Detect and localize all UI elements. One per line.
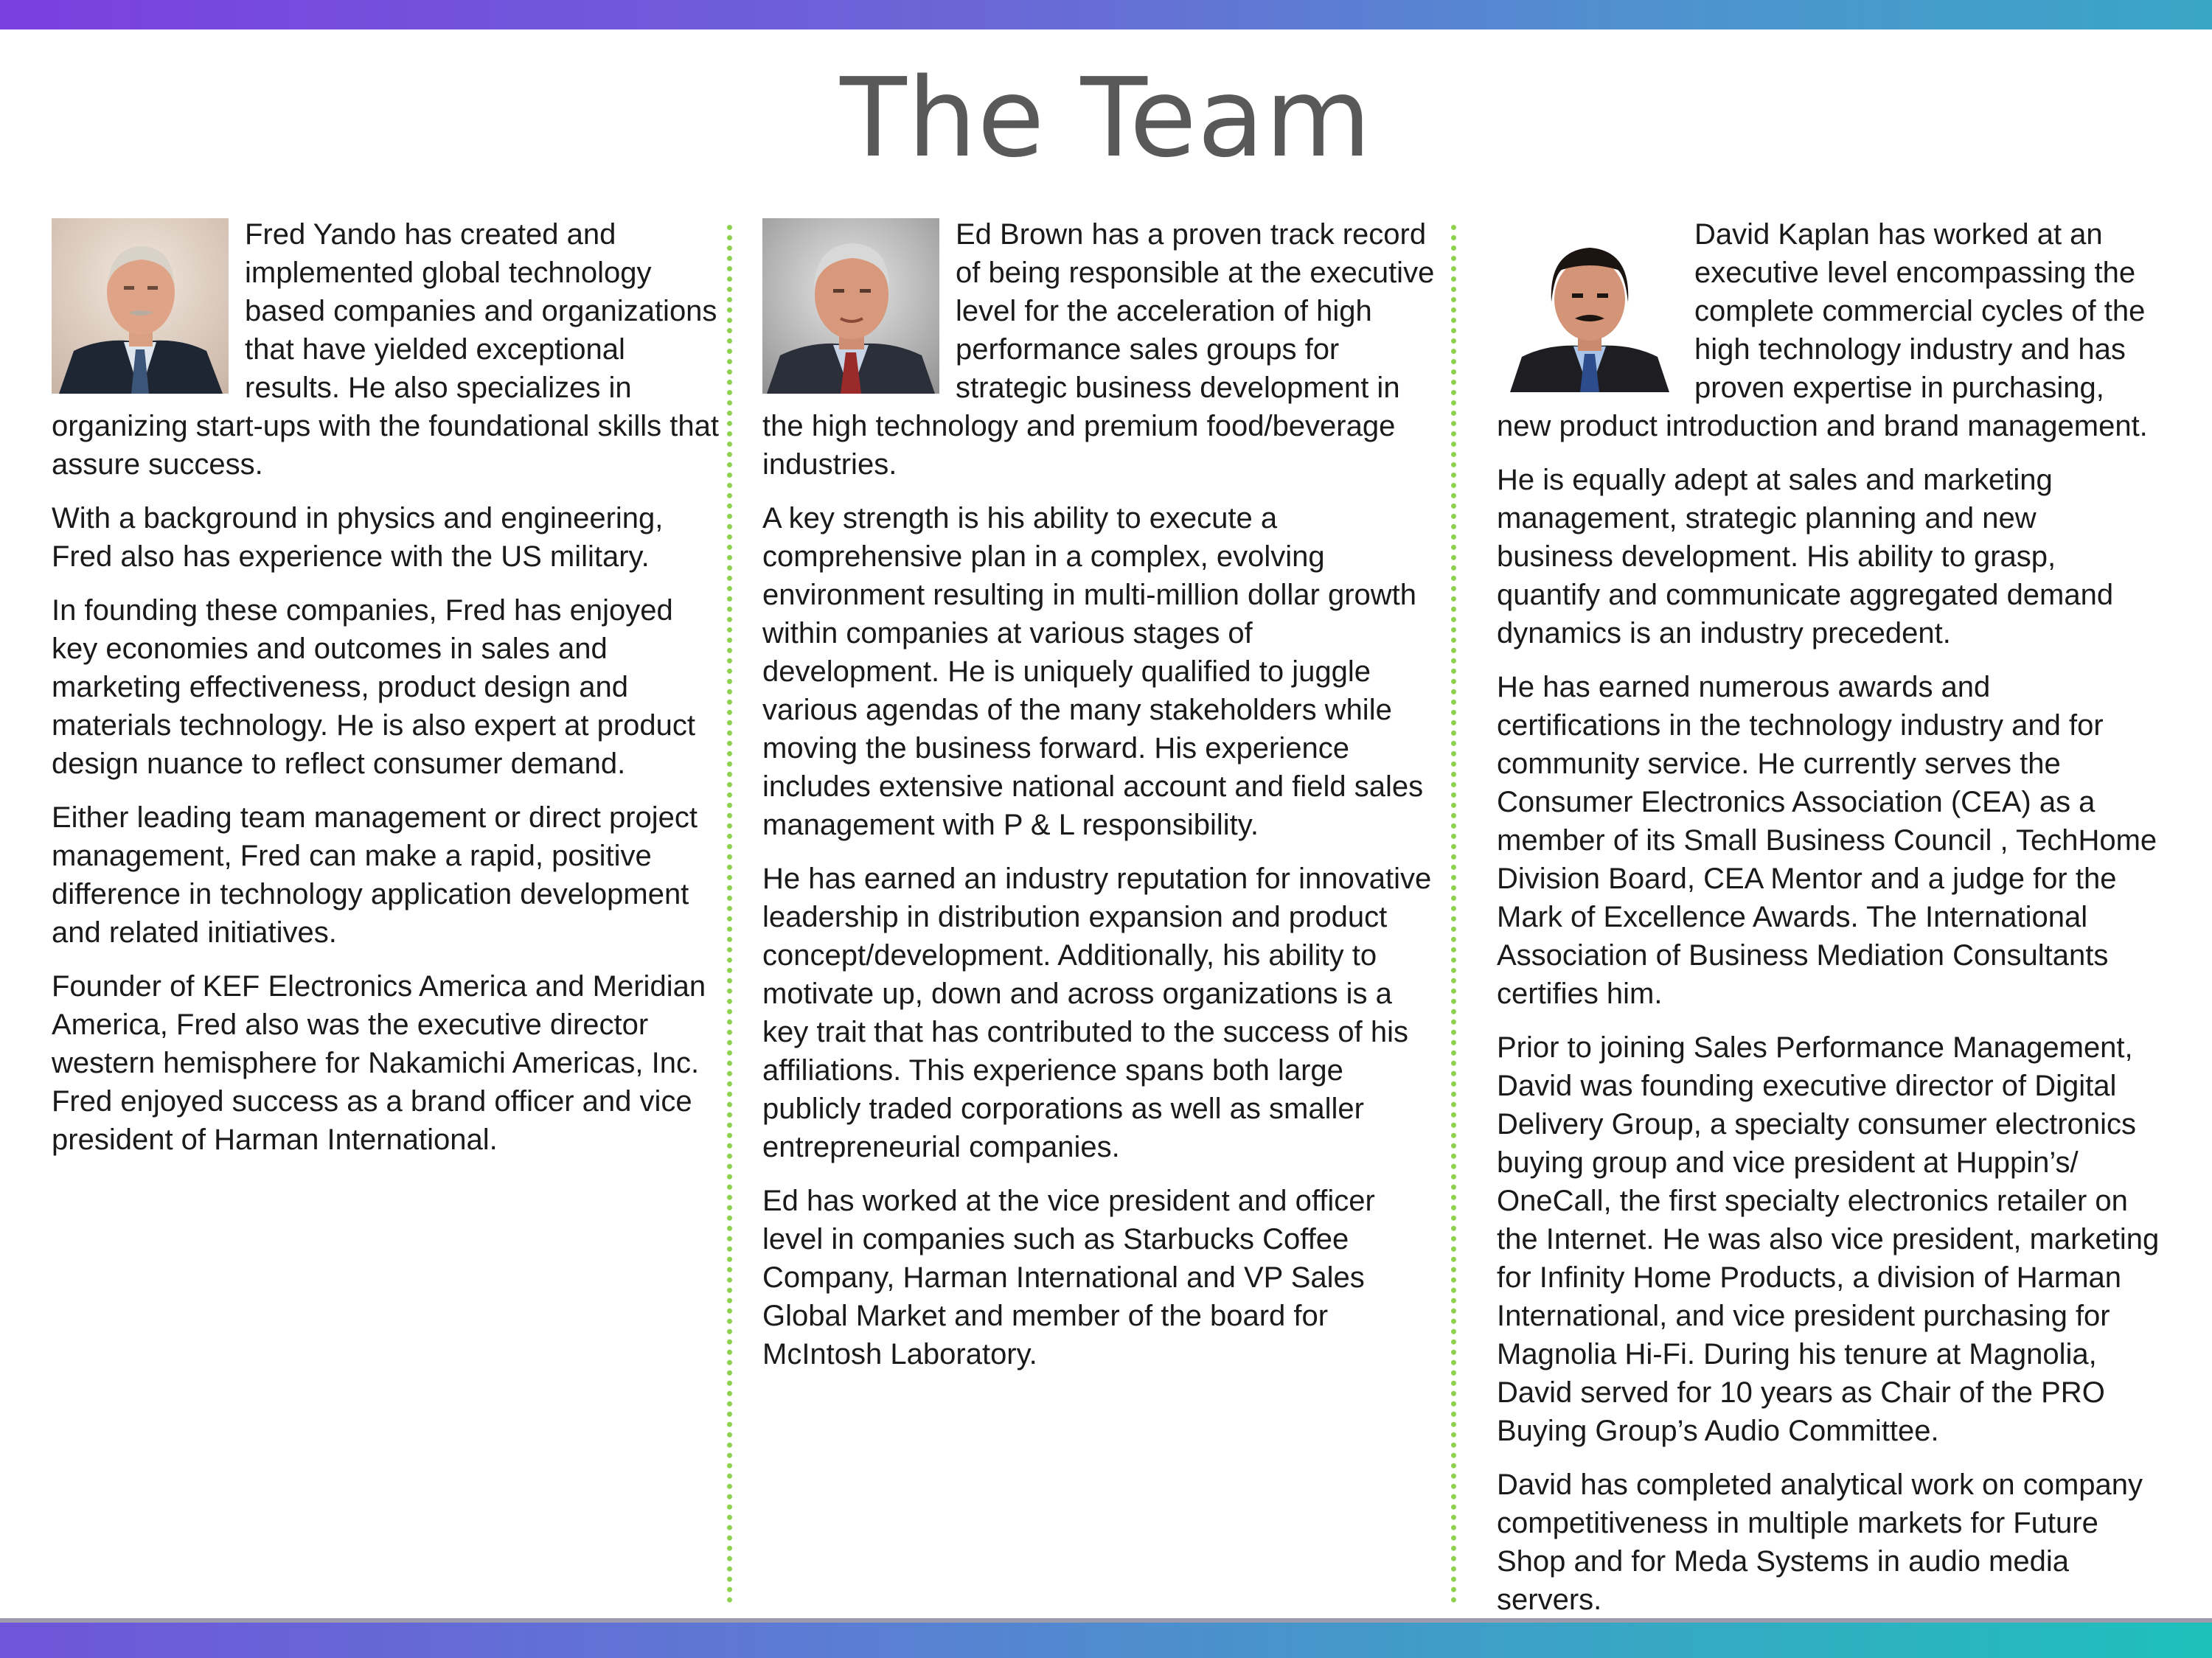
team-member-fred-yando [52,215,720,1174]
member-paragraph: Fred Yando has created and implemented global technology based companies and organizations that have yielded exceptional results. He also specializes in organizing start-ups with the foundational skills that assure success. [52,218,719,481]
portrait-photo [52,218,229,394]
portrait-photo [762,218,939,394]
member-paragraph: He is equally adept at sales and marketing management, strategic planning and new business development. His ability to grasp, quantify and communicate aggregated demand dynamics is an industry precedent. [1497,464,2114,649]
member-paragraph: Either leading team management or direct project management, Fred can make a rapid, positive difference in technology application development and related initiatives. [52,801,698,949]
bottom-gradient-band [0,1623,2212,1658]
member-paragraph: Prior to joining Sales Performance Management, David was founding executive director of Digital Delivery Group, a specialty consumer electronics buying group and vice president at Huppin’s/ OneCall, the first specialty electronics retailer on the Internet. He was also vice president, marketing for Infinity Home Products, a division of Harman International, and vice president purchasing for Magnolia Hi-Fi. During his tenure at Magnolia, David served for 10 years as Chair of the PRO Buying Group’s Audio Committee. [1497,1031,2160,1447]
column-divider-right [1451,225,1456,1603]
member-paragraph: With a background in physics and engineering, Fred also has experience with the US military. [52,502,664,573]
member-paragraph: David Kaplan has worked at an executive level encompassing the complete commercial cycles of the high technology industry and has proven expertise in purchasing, new product introduction and brand management. [1497,218,2148,442]
portrait-photo [1507,231,1672,392]
member-paragraph: He has earned numerous awards and certifications in the technology industry and for community service. He currently serves the Consumer Electronics Association (CEA) as a member of its Small Business Council , TechHome Division Board, CEA Mentor and a judge for the Mark of Excellence Awards. The International Association of Business Mediation Consultants certifies him. [1497,671,2157,1010]
member-paragraph: Ed Brown has a proven track record of being responsible at the executive level for the acceleration of high performance sales groups for strategic business development in the high technology and premium food/beverage industries. [762,218,1435,481]
member-paragraph: He has earned an industry reputation for innovative leadership in distribution expansion and product concept/development. Additionally, his ability to motivate up, down and across organizations is a key trait that has contributed to the success of his affiliations. This experience spans both large publicly traded corporations as well as smaller entrepreneurial companies. [762,863,1432,1163]
member-paragraph: In founding these companies, Fred has enjoyed key economies and outcomes in sales and marketing effectiveness, product design and materials technology. He is also expert at product design nuance to reflect consumer demand. [52,594,696,780]
page-title: The Team [840,55,1372,181]
member-paragraph: David has completed analytical work on company competitiveness in multiple markets for Future Shop and for Meda Systems in audio media servers. [1497,1469,2143,1616]
member-paragraph: Ed has worked at the vice president and officer level in companies such as Starbucks Coffee Company, Harman International and VP Sales Global Market and member of the board for McIntosh Laboratory. [762,1185,1375,1370]
member-paragraph: A key strength is his ability to execute a comprehensive plan in a complex, evolving environment resulting in multi-million dollar growth within companies at various stages of development. He is uniquely qualified to juggle various agendas of the many stakeholders while moving the business forward. His experience includes extensive national account and field sales management with P & L responsibility. [762,502,1424,841]
column-divider-left [727,225,732,1603]
team-member-ed-brown [762,215,1435,1389]
member-paragraph: Founder of KEF Electronics America and Meridian America, Fred also was the executive director western hemisphere for Nakamichi Americas, Inc. Fred enjoyed success as a brand officer and vice president of Harman International. [52,970,706,1156]
team-member-david-kaplan [1497,215,2160,1634]
top-gradient-band [0,0,2212,29]
